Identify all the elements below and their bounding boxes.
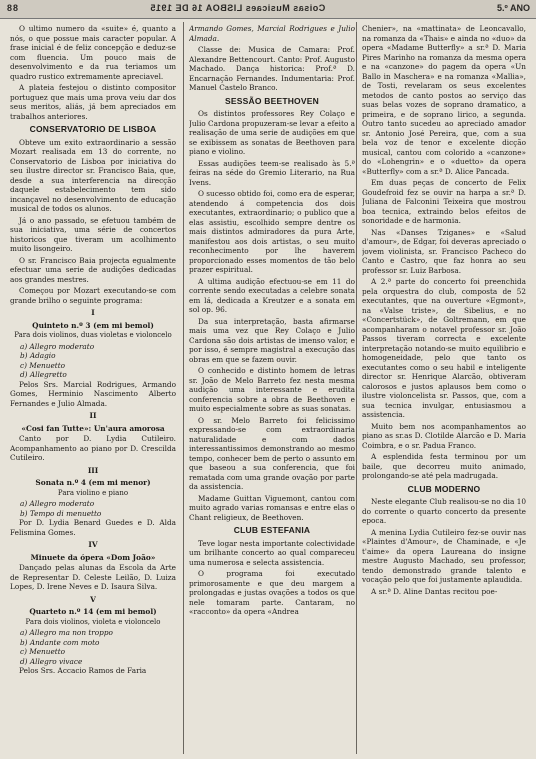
paragraph: O conhecido e distinto homem de letras sr. João de Melo Barreto fez nesta mesma audição uma interessante e erudita conferencia sobre a obra de Beethoven e muito especialmente sobre as suas sonatas. (189, 366, 355, 413)
paragraph: A esplendida festa terminou por um baile, que decorreu muito animado, prolongando-se até pela madrugada. (362, 452, 526, 480)
paragraph: O sucesso obtido foi, como era de esperar, atendendo á competencia dos dois executantes, extraordinario; o publico que a elas assistiu, escolhido sempre dentre os mais distintos admiradores da pura Arte, manifestou aos dois artistas, o seu muito reconhecimento por lhe haverem proporcionado esses momentos de tão belo prazer espiritual. (189, 189, 355, 274)
program-number: IV (88, 540, 98, 549)
paragraph: O programa foi executado primorosamente e que deu margem a prolongadas e justas ovações a todos os que nele tomaram parte. Cantaram, no «racconto» da opera «Andrea (189, 569, 355, 616)
program-number: V (90, 594, 96, 604)
column-divider (183, 22, 184, 754)
program-title: Quarteto n.º 14 (em mi bemol) (29, 607, 157, 616)
section-heading: CLUB ESTEFANIA (233, 525, 311, 535)
paragraph: Da sua interpretação, basta afirmarse mais uma vez que Rey Colaço e Julio Cardona são dois artistas de imenso valor, e por isso, é sempre magistral a execução das obras em que se fazem ouvir. (189, 316, 355, 364)
program-number: II (89, 411, 97, 420)
paragraph: Pelos Srs. Accacio Ramos de Faria (19, 666, 147, 675)
program-title: «Cosi fan Tutte»: Un'aura amorosa (21, 423, 165, 433)
program-subtitle: Para dois violinos, violeta e violoncelo (25, 617, 161, 626)
program-item: d) Allegro vivace (20, 656, 83, 666)
program-subtitle: Para violino e piano (57, 488, 129, 497)
paragraph: Em duas peças de concerto de Felix Goudefroid fez se ouvir na harpa a sr.ª D. Juliana de Falconini Teixeira que mostrou boa tecnica, extraindo belos efeitos de sonoridade e de harmonia. (362, 178, 526, 225)
paragraph: A sr.ª D. Aline Dantas recitou poe- (371, 586, 498, 596)
program-title: Quinteto n.º 3 (em mi bemol) (32, 320, 154, 330)
paragraph: Classe de: Musica de Camara: Prof. Alexandre Bettencourt. Canto: Prof. Augusto Machado. Dança historica: Prof.ª D. Encarnação Fernandes. Indumentaria: Prof. Manuel Castelo Branco. (189, 45, 355, 92)
program-item: b) Adagio (20, 351, 56, 360)
paragraph: Muito bem nos acompanhamentos ao piano as sr.as D. Clotilde Alarcão e D. Maria Coimbra, e o sr. Padua Franco. (362, 421, 526, 450)
paragraph: Começou por Mozart executando-se com grande brilho o seguinte programa: (10, 286, 176, 305)
program-item: d) Allegretto (20, 370, 67, 379)
paragraph: Dançado pelas alunas da Escola da Arte de Representar D. Celeste Leilão, D. Luiza Lopes, D. Irene Neves e D. Isaura Silva. (10, 563, 176, 591)
paragraph: O sr. Melo Barreto foi felicissimo expressando-se com extraordinaria naturalidade e com dados interessantissimos demonstrando ao mesmo tempo, conhecer bem de perto o assunto em que baseou a sua conferencia, que foi rematada com uma grande ovação por parte da assistencia. (189, 415, 355, 491)
section-heading: SESSÃO BEETHOVEN (225, 95, 319, 106)
program-subtitle: Para dois violinos, duas violetas e violoncelo (14, 331, 172, 339)
program-item: a) Allegro moderato (20, 499, 95, 508)
paragraph: Armando Gomes, Marcial Rodrigues e Julio Almada. (189, 24, 355, 43)
paragraph: A ultima audição efectuou-se em 11 do corrente sendo executadas a celebre sonata em lá, dedicada a Kreutzer e a sonata em sol op. 96. (189, 276, 355, 314)
program-item: c) Menuetto (20, 647, 66, 656)
paragraph: Canto por D. Lydia Cutileiro. Acompanhamento ao piano por D. Crescilda Cutileiro. (10, 434, 176, 462)
paragraph: O ultimo numero da «suite» é, quanto a nós, o que possue mais caracter popular. A frase inicial é de feliz concepção e deduz-se com fluencia. Um pouco mais de desenvolvimento e da rua teriamos um quadro rustico extremamente apreciavel. (10, 24, 176, 81)
masthead-year: 5.º ANO (497, 3, 530, 13)
page-number: 88 (6, 3, 19, 13)
paragraph: Os distintos professores Rey Colaço e Julio Cardona propuzeram-se levar a efeito a realisação de uma serie de audições em que se exibissem as sonatas de Beethoven para piano e violino. (189, 109, 355, 156)
column-1 (10, 24, 176, 752)
paragraph: Chenier», na «mattinata» de Leoncavallo, na romanza da «Thais» e ainda no «duo» da opera «Madame Butterfly» a sr.ª D. Maria Pires Marinho na romanza da mesma opera e na «canzone» do pagem da opera «Un Ballo in Maschera» e na romanza «Mallia», de Tosti, revelaram os seus excelentes metodos de canto postos ao serviço das suas belas vozes de soprano dramatico, a primeira, e de soprano lirico, a segunda. Outro tanto sucedeu ao apreciado amador sr. Antonio José Pereira, que, com a sua bela voz de tenor e excelente dicção musical, cantou com colorido a «canzone» do «Lohengrin» e o «duetto» da opera «Butterfly» com a sr.ª D. Alice Pancada. (362, 24, 526, 176)
program-item: b) Tempo di menuetto (20, 508, 102, 518)
paragraph: Por D. Lydia Benard Guedes e D. Alda Felismina Gomes. (10, 518, 176, 537)
program-number: I (91, 308, 95, 317)
paragraph: A menina Lydia Cutileiro fez-se ouvir nas «Plaintes d'Amour», de Chaminade, e «Je t'aime» da opera Laureana do insigne mestre Augusto Machado, seu professor, tendo demonstrado grande talento e vocação pelo que foi justamente aplaudida. (362, 527, 526, 584)
column-3 (362, 24, 526, 752)
paragraph: Obteve um exito extraordinario a sessão Mozart realisada em 13 do corrente, no Conservatorio de Lisboa por iniciativa do seu ilustre director sr. Francisco Baia, que, desde a sua interferencia na direcção daquele estabelecimento tem sido incançavel no desenvolvimento de educação musical de todos os alunos. (10, 137, 176, 213)
program-item: a) Allegro moderato (20, 341, 95, 351)
page-masthead (0, 0, 536, 19)
program-item: b) Andante com moto (20, 637, 100, 647)
section-heading: CLUB MODERNO (407, 483, 481, 494)
program-item: c) Menuetto (20, 360, 66, 370)
paragraph: Teve logar nesta importante colectividade um brilhante concerto ao qual compareceu uma numerosa e selecta assistencia. (189, 538, 355, 567)
paragraph: O sr. Francisco Baia projecta egualmente efectuar uma serie de audições dedicadas aos grandes mestres. (10, 255, 176, 284)
paragraph: Neste elegante Club realisou-se no dia 10 do corrente o quarto concerto da presente epoca. (362, 497, 526, 525)
program-title: Sonata n.º 4 (em mi menor) (35, 478, 151, 487)
section-heading: CONSERVATORIO DE LISBOA (29, 124, 157, 134)
program-item: a) Allegro ma non troppo (20, 628, 113, 637)
paragraph: Pelos Srs. Marcial Rodrigues, Armando Gomes, Herminio Nascimento Alberto Fernandes e Julio Almada. (10, 379, 176, 408)
column-2 (189, 24, 355, 752)
paragraph: Nas «Danses Tziganes» e «Salud d'amour», de Edgar, foi deveras apreciado o jovem violinista, sr. Francisco Pacheco do Canto e Castro, que faz honra ao seu professor sr. Luiz Barbosa. (362, 227, 526, 275)
paragraph: Essas audições teem-se realisado às 5.ª feiras na séde do Gremio Literario, na Rua Ivens. (189, 158, 355, 187)
masthead-title: Coisas Musicaes LISBOA 16 DE 1915 (150, 3, 326, 13)
paragraph: Já o ano passado, se efetuou também de sua iniciativa, uma série de concertos historicos que tiveram um acolhimento muito lisongeiro. (10, 215, 176, 253)
paragraph: A plateia festejou o distinto compositor portuguez que mais uma prova veiu dar dos seus meritos, aliás, já bem apreciados em trabalhos anteriores. (10, 83, 176, 121)
column-divider (356, 22, 357, 754)
program-title: Minuete da ópera «Dom João» (30, 552, 156, 562)
program-number: III (87, 465, 99, 475)
paragraph: A 2.ª parte do concerto foi preenchida pela orquestra do club, composta de 52 executantes, que na ouverture «Egmont», na «Valse triste», de Sibelius, e no «Concertstück», de Goltremann, em que acompanharam o notavel professor sr. João Passos tiveram correcta e excelente interpretação notando-se muito equilibrio e homogeneidade, pelo que tanto os executantes como o seu habil e inteligente director sr. Henrique Alarcão, obtiveram calorosos e justos aplausos bem como o ilustre violoncelista sr. Passos, que, com a sua tecnica invulgar, entusiasmou a assistencia. (362, 277, 526, 419)
paragraph: Madame Guittan Viguemont, cantou com muito agrado varias romansas e entre elas o Chant religieux, de Beethoven. (189, 493, 355, 522)
